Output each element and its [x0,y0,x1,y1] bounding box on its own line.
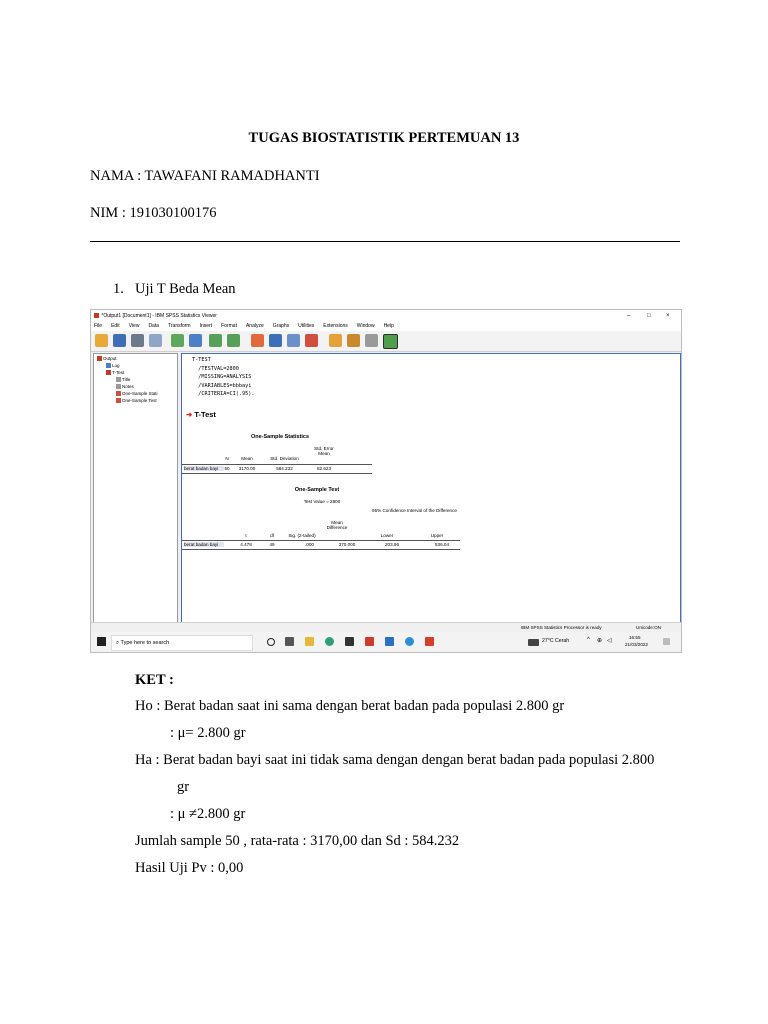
undo-icon[interactable] [209,334,222,347]
stats-header-sd: Std. Deviation [270,456,299,461]
stats-cell-mean: 3170.00 [238,466,256,471]
variables-icon[interactable] [305,334,318,347]
stats-cell-se: 82.623 [316,466,332,471]
log-icon [106,363,111,368]
stats-cell-n: 50 [224,466,230,471]
jumlah-line: Jumlah sample 50 , rata-rata : 3170,00 dan Sd : 584.232 [135,833,460,849]
hasil-line: Hasil Uji Pv : 0,00 [135,860,244,876]
processor-status: IBM SPSS Statistics Processor is ready [521,625,602,630]
nav-item-one-sample-test[interactable]: One-Sample Test [116,398,157,403]
menu-analyze[interactable]: Analyze [245,323,264,329]
file-explorer-icon[interactable] [305,637,314,646]
chrome-icon[interactable] [405,637,414,646]
app-red-icon[interactable] [365,637,374,646]
open-icon[interactable] [95,334,108,347]
test-table-title: One-Sample Test [294,487,340,493]
title-icon [116,377,121,382]
menu-file[interactable]: File [94,323,103,329]
stats-header-n: N [225,456,229,461]
spss-window-title: *Output1 [Document1] - IBM SPSS Statistics Viewer [101,313,217,319]
document-title: TUGAS BIOSTATISTIK PERTEMUAN 13 [248,130,520,146]
close-button[interactable]: × [666,313,670,319]
nav-item-ttest[interactable]: T-Test [106,370,124,375]
stats-header-mean: Mean [241,456,253,461]
test-row-label: berat badan bayi [184,542,224,547]
notification-icon[interactable] [663,638,670,645]
syntax-block: T-TEST /TESTVAL=2800 /MISSING=ANALYSIS /VARIABLES=bbbayi /CRITERIA=CI(.95). [192,357,255,397]
horizontal-rule [90,241,680,242]
test-cell-df: 49 [269,542,275,547]
clock-time: 16:55 [629,635,641,640]
test-header-sig: Sig. (2-tailed) [288,533,316,538]
goto-case-icon[interactable] [269,334,282,347]
weather-icon [528,639,539,646]
test-value-header: Test Value = 2800 [303,499,341,504]
nav-item-notes[interactable]: Notes [116,384,134,389]
menu-utilities[interactable]: Utilities [298,323,315,329]
table-icon [116,391,121,396]
section-number: 1. [113,281,124,297]
notes-icon [116,384,121,389]
unicode-status: Unicode:ON [636,625,662,630]
spss-menu-bar [91,322,681,331]
ha-continuation: gr [177,779,190,795]
collapse-icon[interactable] [365,334,378,347]
test-cell-upper: 536.04 [434,542,450,547]
export-icon[interactable] [171,334,184,347]
taskbar-search-box[interactable]: ⌕ Type here to search [111,635,253,651]
minimize-button[interactable]: – [627,313,631,319]
weather-text: 27°C Cerah [542,638,570,644]
test-cell-sig: .000 [305,542,314,547]
print-icon[interactable] [131,334,144,347]
windows-start-icon[interactable] [97,637,106,646]
ho-statement: Ho : Berat badan saat ini sama dengan berat badan pada populasi 2.800 gr [135,698,565,714]
spss-taskbar-icon[interactable] [425,637,434,646]
stats-table-title: One-Sample Statistics [250,434,310,440]
ket-heading: KET : [135,672,174,688]
spss-app-icon [94,313,99,318]
clock-date: 21/03/2022 [625,642,648,647]
red-arrow-icon: ➜ [186,410,193,419]
menu-format[interactable]: Format [221,323,237,329]
ttest-book-icon [106,370,111,375]
outline-pane [93,353,178,623]
redo-icon[interactable] [227,334,240,347]
test-header-t: t [245,533,247,538]
test-header-mean-diff: Mean Difference [326,520,348,530]
store-icon[interactable] [345,637,354,646]
test-cell-mean-diff: 370.000 [338,542,356,547]
show-all-icon[interactable] [329,334,342,347]
output-pane [181,353,681,623]
menu-graphs[interactable]: Graphs [272,323,290,329]
ttest-heading: ➜ T-Test [186,410,216,419]
volume-icon[interactable]: ◁ [607,638,612,644]
save-icon[interactable] [113,334,126,347]
print-preview-icon[interactable] [149,334,162,347]
menu-data[interactable]: Data [148,323,159,329]
menu-transform[interactable]: Transform [168,323,191,329]
goto-variable-icon[interactable] [287,334,300,347]
cortana-icon[interactable] [267,638,275,646]
menu-help[interactable]: Help [383,323,394,329]
designate-window-icon[interactable] [347,334,360,347]
spss-toolbar [91,331,681,352]
table-icon [116,398,121,403]
mail-icon[interactable] [385,637,394,646]
menu-window[interactable]: Window [356,323,375,329]
output-icon [97,356,102,361]
task-view-icon[interactable] [285,637,294,646]
maximize-button[interactable]: □ [647,313,651,319]
expand-icon[interactable] [383,334,398,349]
test-header-lower: Lower [380,533,394,538]
spss-screenshot [90,309,682,653]
test-header-upper: Upper [430,533,444,538]
edge-icon[interactable] [325,637,334,646]
nav-item-title[interactable]: Title [116,377,130,382]
test-table [182,496,472,556]
ho-formula: : μ= 2.800 gr [170,725,246,741]
test-header-df: df [270,533,274,538]
windows-taskbar [91,632,681,652]
test-cell-t: 4.478 [240,542,252,547]
menu-view[interactable]: View [128,323,140,329]
spss-status-bar [91,622,681,632]
menu-insert[interactable]: Insert [199,323,213,329]
nav-item-one-sample-statistics[interactable]: One-Sample Stati [116,391,158,396]
stats-header-se: Std. Error Mean [314,446,334,456]
stats-row-label: berat badan bayi [184,466,224,471]
ci-header: 95% Confidence Interval of the Difference [372,508,457,513]
stats-cell-sd: 584.232 [276,466,293,471]
stats-table [182,442,382,482]
search-icon: ⌕ [116,640,120,646]
ha-statement: Ha : Berat badan bayi saat ini tidak sama dengan dengan berat badan pada populasi 2.800 [135,752,655,768]
nim-line: NIM : 191030100176 [90,205,217,221]
goto-data-icon[interactable] [251,334,264,347]
nama-line: NAMA : TAWAFANI RAMADHANTI [90,168,320,184]
nav-item-log[interactable]: Log [106,363,120,368]
menu-extensions[interactable]: Extensions [323,323,348,329]
recall-dialog-icon[interactable] [189,334,202,347]
section-title: Uji T Beda Mean [135,281,236,297]
nav-item-output[interactable]: Output [97,356,117,361]
ha-formula: : μ ≠2.800 gr [170,806,246,822]
test-cell-lower: 203.96 [384,542,400,547]
tray-chevron-icon[interactable]: ^ [587,637,590,643]
spss-title-bar [91,310,681,322]
network-icon[interactable]: ⊕ [597,638,603,644]
menu-edit[interactable]: Edit [111,323,120,329]
